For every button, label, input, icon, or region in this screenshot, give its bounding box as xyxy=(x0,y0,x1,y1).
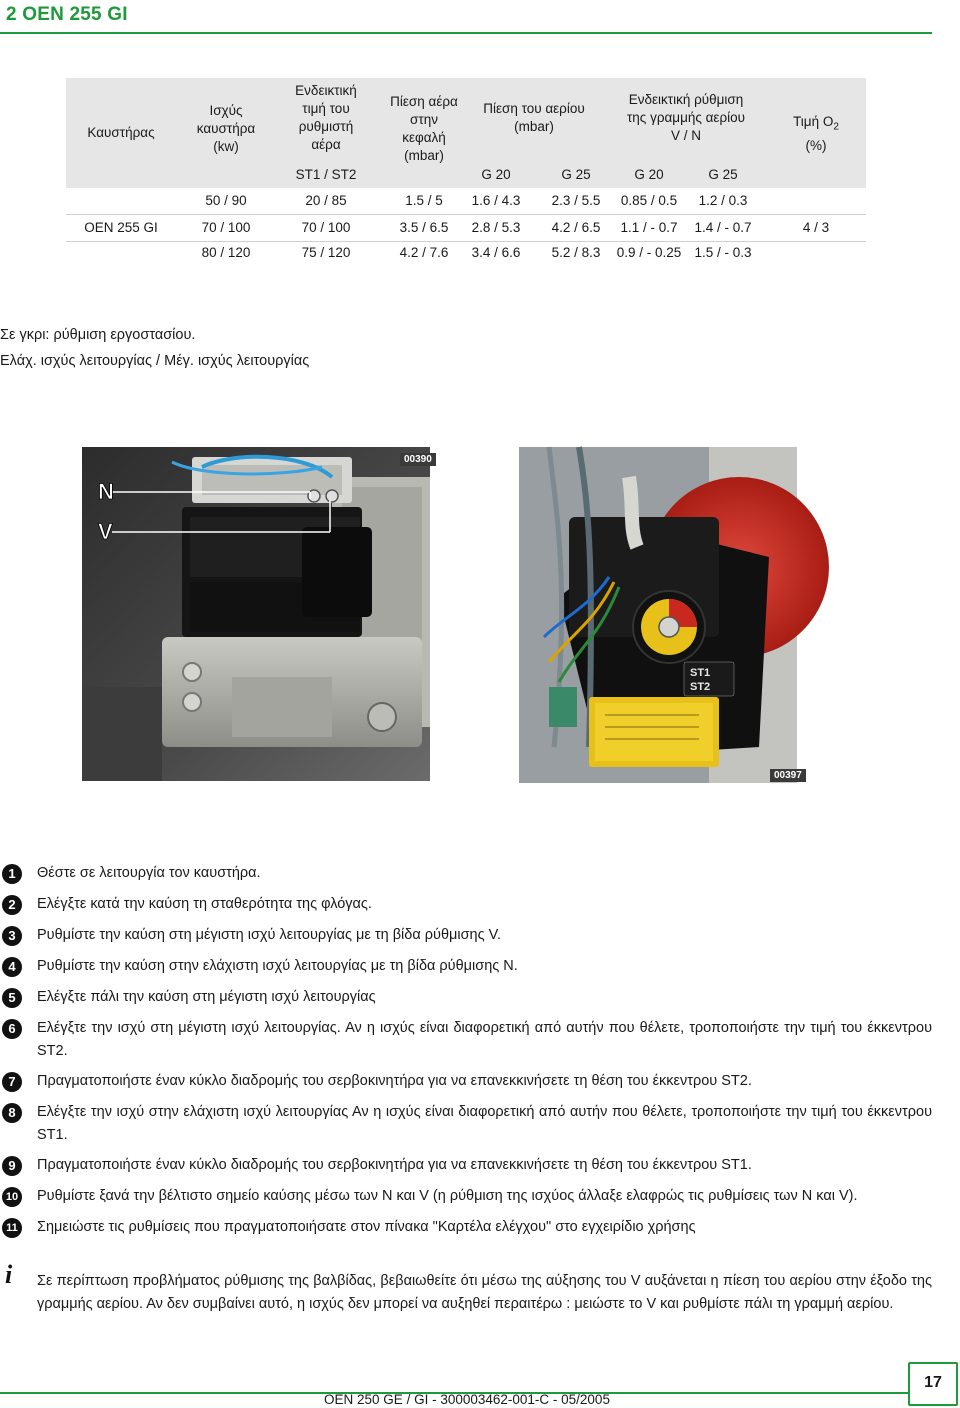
row-divider xyxy=(66,214,866,215)
photo-code-left: 00390 xyxy=(400,453,436,466)
burner-name: OEN 255 GI xyxy=(84,220,158,235)
page-number: 17 xyxy=(924,1374,942,1391)
step-number: 2 xyxy=(2,895,22,915)
cell: 1.4 / - 0.7 xyxy=(694,220,752,235)
servomotor-illustration xyxy=(519,447,797,783)
step-text: Ελέγξτε την ισχύ στην ελάχιστη ισχύ λειτουργίας Αν η ισχύς είναι διαφορετική από αυτήν που θέλετε, τροποποιήστε την τιμή του έκκεντρου ST1. xyxy=(37,1104,932,1143)
step-text: Ελέγξτε την ισχύ στη μέγιστη ισχύ λειτουργίας. Αν η ισχύς είναι διαφορετική από αυτήν που θέλετε, τροποποιήστε την τιμή του έκκεντρου ST2. xyxy=(37,1020,932,1059)
col-gas-line-l3: V / N xyxy=(670,128,701,143)
col-air-pressure-l3: κεφαλή xyxy=(402,130,446,145)
page-number-box xyxy=(908,1362,958,1406)
info-icon: i xyxy=(5,1260,13,1289)
step-text: Ρυθμίστε την καύση στη μέγιστη ισχύ λειτουργίας με τη βίδα ρύθμισης V. xyxy=(37,927,501,943)
col-air-reg-l2: τιμή του xyxy=(302,101,350,116)
col-gas-pressure-l2: (mbar) xyxy=(514,119,554,134)
photo-gas-valve xyxy=(82,447,430,781)
col-gas-line-l1: Ενδεικτική ρύθμιση xyxy=(628,92,744,107)
col-power-l1: Ισχύς xyxy=(209,103,243,118)
cell: 2.8 / 5.3 xyxy=(471,220,521,235)
step-text: Ρυθμίστε την καύση στην ελάχιστη ισχύ λειτουργίας με τη βίδα ρύθμισης N. xyxy=(37,958,518,974)
note-min-max: Ελάχ. ισχύς λειτουργίας / Μέγ. ισχύς λειτουργίας xyxy=(0,353,310,369)
cell: 4.2 / 7.6 xyxy=(399,245,449,260)
step-number: 9 xyxy=(2,1156,22,1176)
cell: 1.2 / 0.3 xyxy=(698,193,748,208)
col-power-l2: καυστήρα xyxy=(196,121,256,136)
step-number: 6 xyxy=(2,1019,22,1039)
note-factory-setting: Σε γκρι: ρύθμιση εργοστασίου. xyxy=(0,327,196,343)
col-g20-a: G 20 xyxy=(481,167,511,182)
cell: 75 / 120 xyxy=(301,245,351,260)
step-number: 11 xyxy=(2,1218,22,1238)
cell: 3.5 / 6.5 xyxy=(399,220,449,235)
cell: 1.1 / - 0.7 xyxy=(620,220,678,235)
label-st1: ST1 xyxy=(690,667,711,679)
step-text: Ελέγξτε πάλι την καύση στη μέγιστη ισχύ λειτουργίας xyxy=(37,989,376,1005)
cell: 4.2 / 6.5 xyxy=(551,220,601,235)
cell: 5.2 / 8.3 xyxy=(551,245,601,260)
col-air-reg-sub: ST1 / ST2 xyxy=(295,167,357,182)
cell: 70 / 100 xyxy=(201,220,251,235)
step-number: 10 xyxy=(2,1187,22,1207)
col-power xyxy=(176,102,276,156)
step-number: 7 xyxy=(2,1072,22,1092)
cell: 20 / 85 xyxy=(305,193,347,208)
step-number: 5 xyxy=(2,988,22,1008)
photo-servomotor xyxy=(519,447,802,783)
col-air-pressure-l4: (mbar) xyxy=(404,148,444,163)
col-o2-l1 xyxy=(766,113,866,137)
header-rule xyxy=(0,32,932,34)
col-gas-pressure xyxy=(462,100,606,136)
section-title: 2 OEN 255 GI xyxy=(6,4,128,25)
step-number: 4 xyxy=(2,957,22,977)
cell: 1.6 / 4.3 xyxy=(471,193,521,208)
gas-valve-illustration xyxy=(82,447,430,781)
col-o2 xyxy=(766,113,866,155)
col-o2-unit: (%) xyxy=(805,137,827,153)
o2-value: 4 / 3 xyxy=(802,220,830,235)
photo-code-right: 00397 xyxy=(770,769,806,782)
col-gas-pressure-l1: Πίεση του αερίου xyxy=(483,101,585,116)
label-st2: ST2 xyxy=(690,681,711,693)
cell: 3.4 / 6.6 xyxy=(471,245,521,260)
col-air-reg xyxy=(276,82,376,154)
step-number: 1 xyxy=(2,864,22,884)
col-g20-b: G 20 xyxy=(634,167,664,182)
col-burner: Καυστήρας xyxy=(87,125,155,140)
col-g25-b: G 25 xyxy=(708,167,738,182)
col-air-reg-l1: Ενδεικτική xyxy=(295,83,357,98)
footer-doc-ref: OEN 250 GE / GI - 300003462-001-C - 05/2005 xyxy=(324,1392,610,1407)
cell: 80 / 120 xyxy=(201,245,251,260)
cell: 0.9 / - 0.25 xyxy=(616,245,682,260)
col-gas-line-l2: της γραμμής αερίου xyxy=(626,110,746,125)
col-air-pressure-l1: Πίεση αέρα xyxy=(390,94,458,109)
col-o2-label: Τιμή O xyxy=(793,114,834,129)
cell: 2.3 / 5.5 xyxy=(551,193,601,208)
col-air-pressure-l2: στην xyxy=(410,112,438,127)
step-text: Ελέγξτε κατά την καύση τη σταθερότητα της φλόγας. xyxy=(37,896,372,912)
step-number: 8 xyxy=(2,1103,22,1123)
cell: 70 / 100 xyxy=(301,220,351,235)
col-air-reg-l4: αέρα xyxy=(311,137,341,152)
table-notes xyxy=(0,322,309,374)
step-text: Πραγματοποιήστε έναν κύκλο διαδρομής του σερβοκινητήρα για να επανεκκινήσετε τη θέση του έκκεντρου ST2. xyxy=(37,1073,752,1089)
row-divider xyxy=(66,241,866,242)
step-text: Πραγματοποιήστε έναν κύκλο διαδρομής του σερβοκινητήρα για να επανεκκινήσετε τη θέση του έκκεντρου ST1. xyxy=(37,1157,752,1173)
cell: 0.85 / 0.5 xyxy=(620,193,678,208)
step-number: 3 xyxy=(2,926,22,946)
step-text: Σημειώστε τις ρυθμίσεις που πραγματοποιήσατε στον πίνακα "Καρτέλα ελέγχου" στο εγχειρίδιο χρήσης xyxy=(37,1219,696,1235)
page-header xyxy=(0,0,960,36)
col-gas-line xyxy=(606,91,766,145)
col-o2-sub: 2 xyxy=(833,121,839,133)
cell: 1.5 / - 0.3 xyxy=(694,245,752,260)
cell: 1.5 / 5 xyxy=(405,193,443,208)
col-air-pressure xyxy=(376,93,472,165)
step-text: Ρυθμίστε ξανά την βέλτιστο σημείο καύσης μέσω των N και V (η ρύθμιση της ισχύος άλλαξε ελαφρώς τις ρυθμίσεις των N και V). xyxy=(37,1188,858,1204)
info-text: Σε περίπτωση προβλήματος ρύθμισης της βαλβίδας, βεβαιωθείτε ότι μέσω της αύξησης του V αυξάνεται η πίεση του αερίου στην έξοδο της γραμμής αερίου. Αν δεν συμβαίνει αυτό, η ισχύς δεν μπορεί να αυξηθεί περαιτέρω : μειώστε το V και ρυθμίστε πάλι τη γραμμή αερίου. xyxy=(37,1273,932,1312)
col-power-l3: (kw) xyxy=(213,139,239,154)
col-g25-a: G 25 xyxy=(561,167,591,182)
label-v: V xyxy=(98,519,113,544)
label-n: N xyxy=(98,479,114,504)
col-air-reg-l3: ρυθμιστή xyxy=(298,119,354,134)
step-text: Θέστε σε λειτουργία τον καυστήρα. xyxy=(37,865,261,881)
cell: 50 / 90 xyxy=(205,193,247,208)
